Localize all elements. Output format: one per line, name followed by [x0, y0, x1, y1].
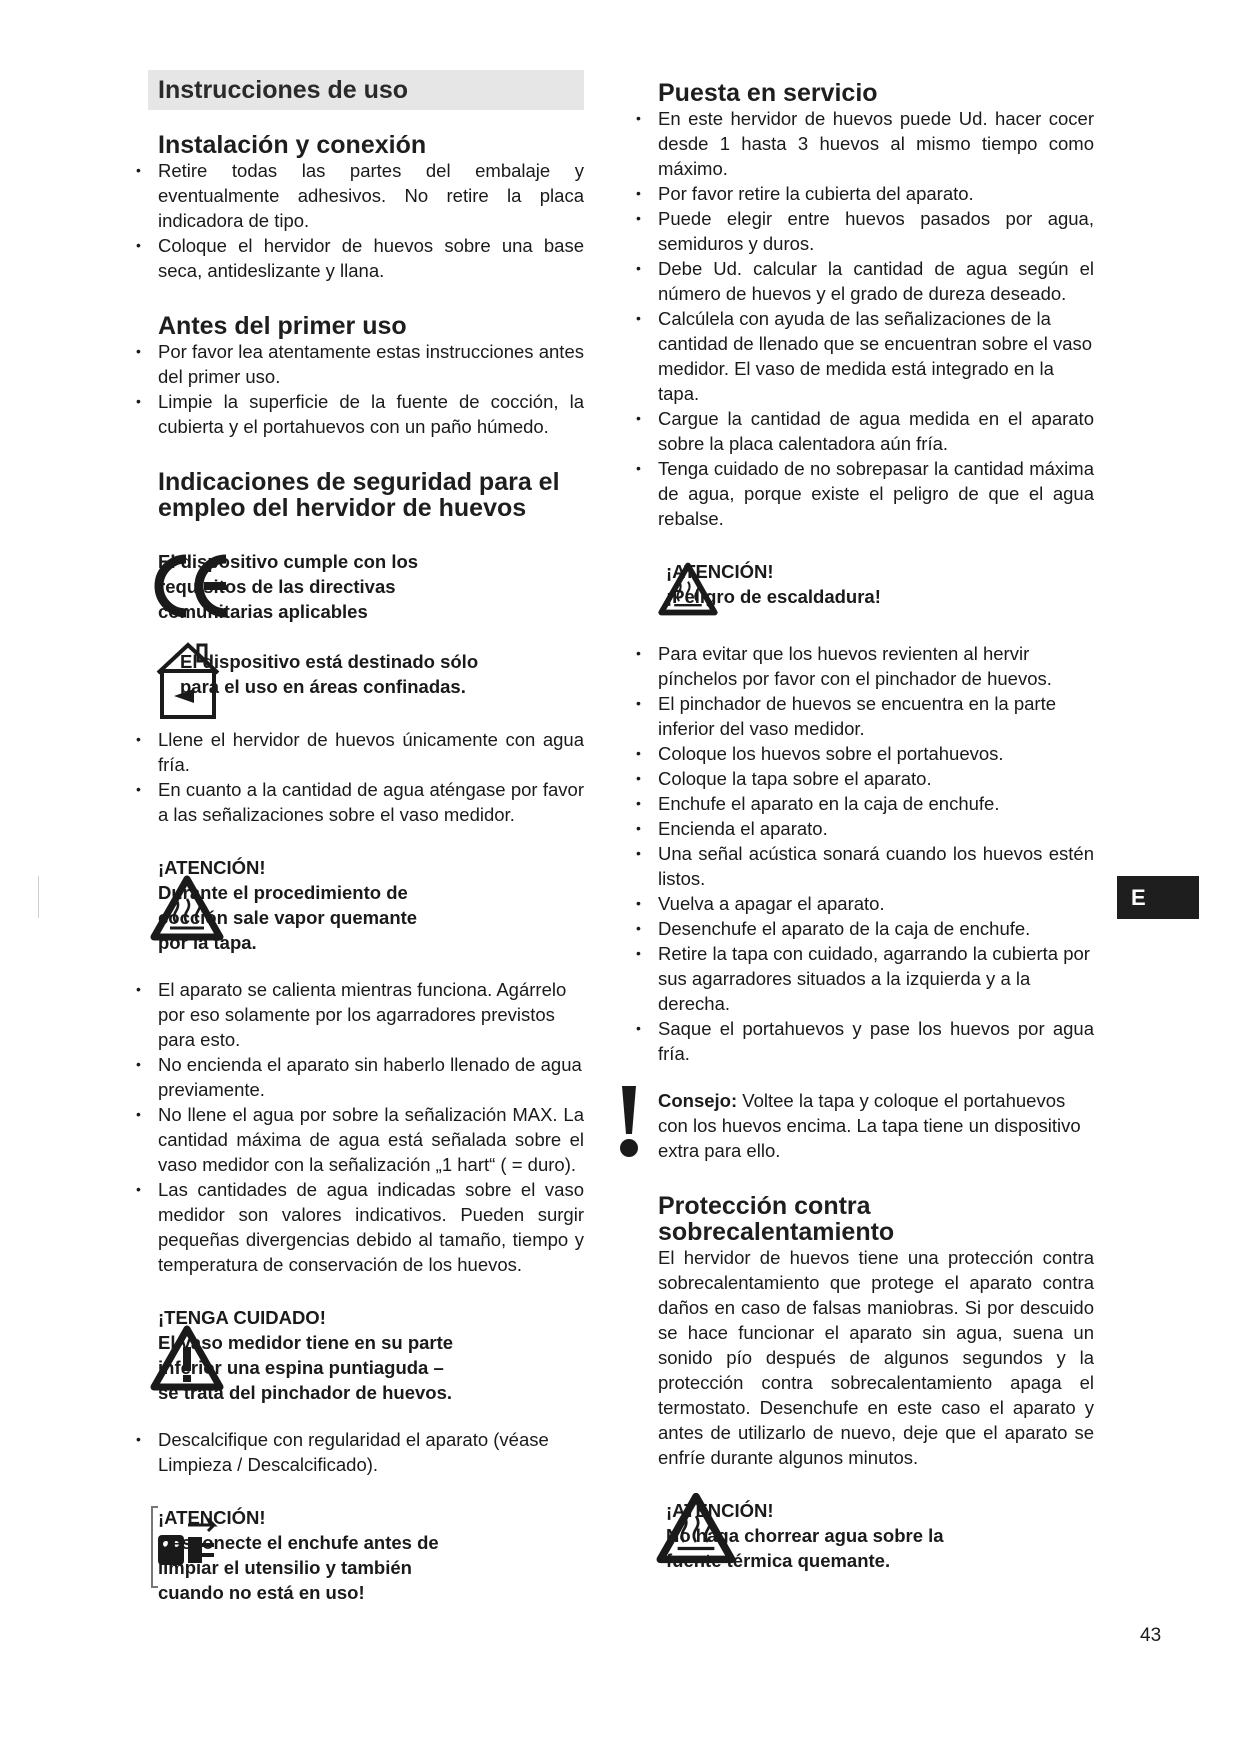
spike-warning [148, 1305, 584, 1405]
list-item: • El pinchador de huevos se encuentra en la parte inferior del vaso medidor. [658, 691, 1094, 741]
overheat-text: El hervidor de huevos tiene una protección contra sobrecalentamiento que protege el aparato contra daños en caso de falsas maniobras. Si por descuido se hace funcionar el aparato sin agua, suena un sonido pío después de algunos segundos y la protección contra sobrecalentamiento apaga el termostato. Desenchufe en este caso el aparato y antes de utilizarlo de nuevo, deje que el aparato se enfríe durante algunos minutos. [658, 1247, 1094, 1468]
exclamation-icon [613, 1082, 643, 1160]
overheat-heading [658, 1193, 1094, 1245]
ce-text-line: requisitos de las directivas [158, 576, 396, 597]
warning-line: No haga chorrear agua sobre la [666, 1525, 944, 1546]
list-item: • Coloque el hervidor de huevos sobre una base seca, antideslizante y llana. [158, 233, 584, 283]
list-item: • Por favor lea atentamente estas instrucciones antes del primer uso. [158, 339, 584, 389]
warning-line: se trata del pinchador de huevos. [158, 1382, 453, 1403]
tip-text: Voltee la tapa y coloque el portahuevos con los huevos encima. La tapa tiene un dispositivo extra para ello. [658, 1090, 1081, 1161]
page-title: Instrucciones de uso [148, 70, 584, 110]
page-number: 43 [1140, 1625, 1162, 1646]
list-item: • Coloque la tapa sobre el aparato. [658, 766, 1094, 791]
list-item: • No llene el agua por sobre la señalización MAX. La cantidad máxima de agua está señalada sobre el vaso medidor con la señalización „1 hart“ ( = duro). [158, 1102, 584, 1177]
list-item: • Calcúlela con ayuda de las señalizaciones de la cantidad de llenado que se encuentran sobre el vaso medidor. El vaso de medida está integrado en la tapa. [658, 306, 1094, 406]
warning-line: inferior una espina puntiaguda – [158, 1357, 444, 1378]
install-list [148, 158, 584, 283]
safety-list-a [148, 727, 584, 827]
warning-line: ¡Peligro de escaldadura! [666, 586, 881, 607]
indoor-text-line: El dispositivo está destinado sólo [180, 651, 479, 672]
operation-list-a [658, 106, 1094, 531]
warning-title: ¡TENGA CUIDADO! [158, 1307, 326, 1328]
warning-line: Durante el procedimiento de [158, 882, 408, 903]
safety-heading [148, 469, 584, 521]
list-item: • El aparato se calienta mientras funciona. Agárrelo por eso solamente por los agarradores previstos para esto. [158, 977, 584, 1052]
list-item: • En cuanto a la cantidad de agua aténgase por favor a las señalizaciones sobre el vaso medidor. [158, 777, 584, 827]
warning-line: limpiar el utensilio y también [158, 1557, 412, 1578]
list-item: • Desenchufe el aparato de la caja de enchufe. [658, 916, 1094, 941]
warning-title: ¡ATENCIÓN! [666, 561, 774, 582]
ce-text-line: El dispositivo cumple con los [158, 551, 419, 572]
list-item: • Retire la tapa con cuidado, agarrando la cubierta por sus agarradores situados a la izquierda y a la derecha. [658, 941, 1094, 1016]
ce-text-line: comunitarias aplicables [158, 601, 368, 622]
safety-heading-line1: Indicaciones de seguridad para el [158, 468, 560, 496]
list-item: • Saque el portahuevos y pase los huevos por agua fría. [658, 1016, 1094, 1066]
safety-list-b [148, 977, 584, 1277]
tip-note [658, 1088, 1094, 1163]
warning-line: cuando no está en uso! [158, 1582, 365, 1603]
warning-line: El vaso medidor tiene en su parte [158, 1332, 454, 1353]
list-item: • Encienda el aparato. [658, 816, 1094, 841]
list-item: • Cargue la cantidad de agua medida en el aparato sobre la placa calentadora aún fría. [658, 406, 1094, 456]
list-item: • En este hervidor de huevos puede Ud. hacer cocer desde 1 hasta 3 huevos al mismo tiempo como máximo. [658, 106, 1094, 181]
margin-line [38, 876, 39, 918]
list-item: • Descalcifique con regularidad el aparato (véase Limpieza / Descalcificado). [158, 1427, 584, 1477]
left-column [148, 70, 584, 1605]
operation-list-b [658, 641, 1094, 1066]
first-use-list [148, 339, 584, 439]
warning-title: ¡ATENCIÓN! [158, 1507, 266, 1528]
safety-heading-line2: empleo del hervidor de huevos [158, 494, 527, 522]
ce-notice [148, 549, 584, 624]
indoor-text-line: para el uso en áreas confinadas. [180, 676, 466, 697]
water-warning [658, 1498, 1094, 1578]
language-tab: E [1117, 876, 1199, 919]
list-item: • Una señal acústica sonará cuando los huevos estén listos. [658, 841, 1094, 891]
list-item: • Coloque los huevos sobre el portahuevos. [658, 741, 1094, 766]
scald-warning [658, 559, 1094, 619]
safety-list-c [148, 1427, 584, 1477]
unplug-warning [148, 1505, 584, 1605]
install-heading: Instalación y conexión [158, 131, 427, 159]
warning-line: por la tapa. [158, 932, 257, 953]
right-column [658, 70, 1094, 1578]
overheat-heading-line1: Protección contra [658, 1192, 871, 1220]
list-item: • Llene el hervidor de huevos únicamente con agua fría. [158, 727, 584, 777]
overheat-heading-line2: sobrecalentamiento [658, 1218, 895, 1246]
list-item: • No encienda el aparato sin haberlo llenado de agua previamente. [158, 1052, 584, 1102]
warning-line: cocción sale vapor quemante [158, 907, 418, 928]
list-item: • Por favor retire la cubierta del aparato. [658, 181, 1094, 206]
list-item: • Para evitar que los huevos revienten al hervir pínchelos por favor con el pinchador de huevos. [658, 641, 1094, 691]
list-item: • Limpie la superficie de la fuente de cocción, la cubierta y el portahuevos con un paño húmedo. [158, 389, 584, 439]
warning-title: ¡ATENCIÓN! [158, 857, 266, 878]
list-item: • Las cantidades de agua indicadas sobre el vaso medidor son valores indicativos. Pueden surgir pequeñas divergencias debido al tamaño, tiempo y temperatura de conservación de los huevos. [158, 1177, 584, 1277]
indoor-notice [148, 649, 584, 727]
list-item: • Retire todas las partes del embalaje y eventualmente adhesivos. No retire la placa indicadora de tipo. [158, 158, 584, 233]
warning-title: ¡ATENCIÓN! [666, 1500, 774, 1521]
list-item: • Vuelva a apagar el aparato. [658, 891, 1094, 916]
warning-line: fuente térmica quemante. [666, 1550, 891, 1571]
list-item: • Debe Ud. calcular la cantidad de agua según el número de huevos y el grado de dureza deseado. [658, 256, 1094, 306]
operation-heading: Puesta en servicio [658, 79, 878, 107]
warning-line: Desconecte el enchufe antes de [158, 1532, 439, 1553]
steam-warning [148, 855, 584, 955]
first-use-heading: Antes del primer uso [158, 312, 407, 340]
list-item: • Puede elegir entre huevos pasados por agua, semiduros y duros. [658, 206, 1094, 256]
tip-label: Consejo: [658, 1090, 738, 1111]
list-item: • Tenga cuidado de no sobrepasar la cantidad máxima de agua, porque existe el peligro de que el agua rebalse. [658, 456, 1094, 531]
list-item: • Enchufe el aparato en la caja de enchufe. [658, 791, 1094, 816]
